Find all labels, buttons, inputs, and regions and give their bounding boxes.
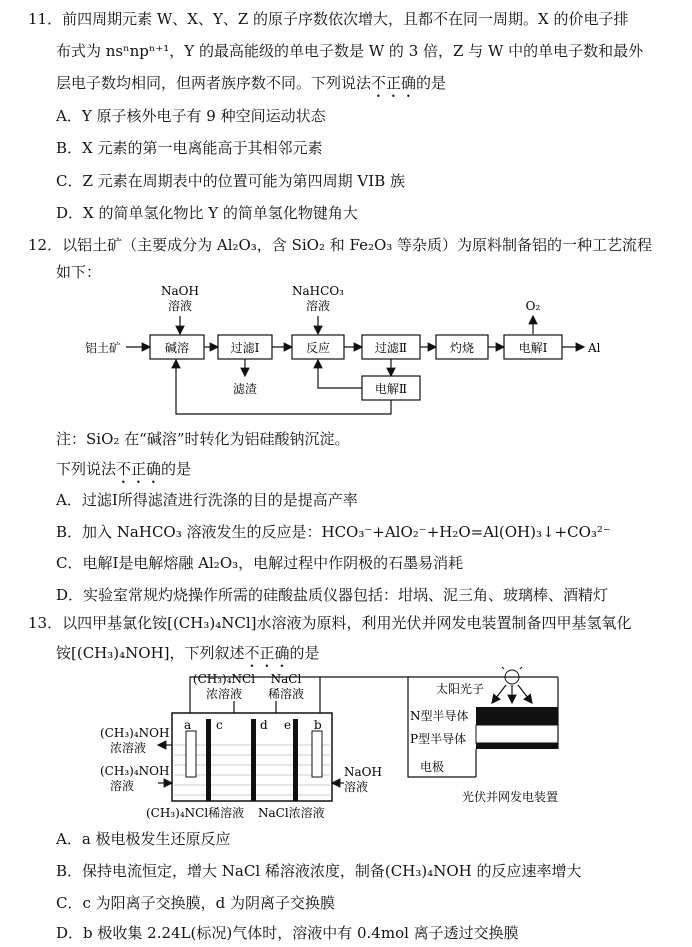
- q11-line2: 布式为 nsⁿnpⁿ⁺¹，Y 的最高能级的单电子数是 W 的 3 倍，Z 与 W 中的单电子数和最外: [56, 42, 644, 60]
- residue-label: 滤渣: [232, 382, 258, 396]
- q12-line2: 如下：: [56, 263, 102, 281]
- n-type-layer: [476, 707, 558, 725]
- bottom-label-1: (CH₃)₄NCl稀溶液: [146, 806, 245, 820]
- q13-option-a: A．a 极电极发生还原反应: [56, 830, 231, 848]
- electrode-a: [186, 731, 196, 777]
- q13-line1: 13．以四甲基氯化铵[(CH₃)₄NCl]水溶液为原料，利用光伏并网发电装置制备四甲基氢氧化: [28, 614, 632, 632]
- svg-text:e: e: [284, 718, 292, 732]
- bottom-label-2: NaCl浓溶液: [258, 806, 325, 820]
- svg-text:a: a: [184, 718, 192, 732]
- svg-text:过滤Ⅰ: 过滤Ⅰ: [230, 341, 260, 355]
- membrane-e: [293, 719, 298, 801]
- naoh-solution-label: 溶液: [167, 299, 193, 313]
- p-type-layer: [476, 725, 558, 743]
- top-label-1b: 浓溶液: [205, 687, 243, 701]
- naoh-label: NaOH: [161, 284, 199, 298]
- q12-process-flow-diagram: [0, 280, 692, 420]
- left-label-2a: (CH₃)₄NOH: [100, 764, 170, 778]
- left-label-1b: 浓溶液: [110, 741, 147, 755]
- svg-text:电解Ⅰ: 电解Ⅰ: [518, 341, 548, 355]
- q11-option-c: C．Z 元素在周期表中的位置可能为第四周期 VIB 族: [56, 172, 405, 190]
- q13-line2: 铵[(CH₃)₄NOH]，下列叙述不正确的是: [56, 644, 320, 662]
- top-label-1a: (CH₃)₄NCl: [192, 672, 256, 686]
- q13-electrolysis-diagram: [0, 665, 692, 823]
- left-label-1a: (CH₃)₄NOH: [100, 726, 170, 740]
- q11-line3: 层电子数均相同，但两者族序数不同。下列说法不正确的是: [56, 74, 447, 92]
- q11-option-b: B．X 元素的第一电离能高于其相邻元素: [56, 139, 323, 157]
- bauxite-label: 铝土矿: [85, 341, 122, 355]
- q13-option-c: C．c 为阳离子交换膜，d 为阴离子交换膜: [56, 894, 336, 912]
- nahco3-solution-label: 溶液: [305, 299, 331, 313]
- left-label-2b: 溶液: [110, 779, 135, 793]
- svg-text:d: d: [260, 718, 268, 732]
- p-type-label: P型半导体: [410, 732, 467, 746]
- svg-text:灼烧: 灼烧: [449, 341, 475, 355]
- q12-note: 注：SiO₂ 在“碱溶”时转化为铝硅酸钠沉淀。: [56, 430, 350, 448]
- svg-text:电解Ⅱ: 电解Ⅱ: [374, 382, 408, 396]
- electrode-label: 电极: [420, 760, 445, 774]
- sun-icon: [498, 665, 526, 684]
- q12-option-d: D．实验室常规灼烧操作所需的硅酸盐质仪器包括：坩埚、泥三角、玻璃棒、酒精灯: [56, 586, 609, 604]
- q13-option-b: B．保持电流恒定，增大 NaCl 稀溶液浓度，制备(CH₃)₄NOH 的反应速率增大: [56, 862, 582, 880]
- electrode-b: [312, 731, 322, 777]
- al-product-label: Al: [588, 341, 601, 355]
- q12-option-b: B．加入 NaHCO₃ 溶液发生的反应是：HCO₃⁻+AlO₂⁻+H₂O=Al(OH)₃↓+CO₃²⁻: [56, 523, 611, 541]
- q12-option-c: C．电解Ⅰ是电解熔融 Al₂O₃，电解过程中作阴极的石墨易消耗: [56, 554, 464, 572]
- q11-option-d: D．X 的简单氢化物比 Y 的简单氢化物键角大: [56, 204, 358, 222]
- q12-line1: 12．以铝土矿（主要成分为 Al₂O₃，含 SiO₂ 和 Fe₂O₃ 等杂质）为原料制备铝的一种工艺流程: [28, 236, 653, 254]
- q12-ask: 下列说法不正确的是: [56, 460, 192, 478]
- nahco3-label: NaHCO₃: [292, 284, 344, 298]
- right-label-1b: 溶液: [344, 780, 369, 794]
- q12-option-a: A．过滤Ⅰ所得滤渣进行洗涤的目的是提高产率: [56, 491, 358, 509]
- membrane-d: [251, 719, 256, 801]
- svg-text:c: c: [216, 718, 223, 732]
- top-label-2b: 稀溶液: [267, 687, 305, 701]
- right-label-1a: NaOH: [344, 765, 382, 779]
- top-label-2a: NaCl: [270, 672, 302, 686]
- q13-option-d: D．b 极收集 2.24L(标况)气体时，溶液中有 0.4mol 离子透过交换膜: [56, 924, 519, 942]
- o2-label: O₂: [525, 299, 541, 313]
- pv-device-label: 光伏并网发电装置: [462, 790, 559, 804]
- sun-photon-label: 太阳光子: [436, 682, 485, 696]
- q11-option-a: A．Y 原子核外电子有 9 种空间运动状态: [56, 107, 326, 125]
- svg-text:碱溶: 碱溶: [164, 341, 190, 355]
- svg-text:过滤Ⅱ: 过滤Ⅱ: [374, 341, 408, 355]
- membrane-c: [206, 719, 211, 801]
- svg-text:反应: 反应: [305, 341, 331, 355]
- n-type-label: N型半导体: [410, 709, 469, 723]
- electrode-plate: [476, 743, 558, 749]
- q11-line1: 11．前四周期元素 W、X、Y、Z 的原子序数依次增大，且都不在同一周期。X 的价电子排: [28, 10, 629, 28]
- svg-text:b: b: [314, 718, 322, 732]
